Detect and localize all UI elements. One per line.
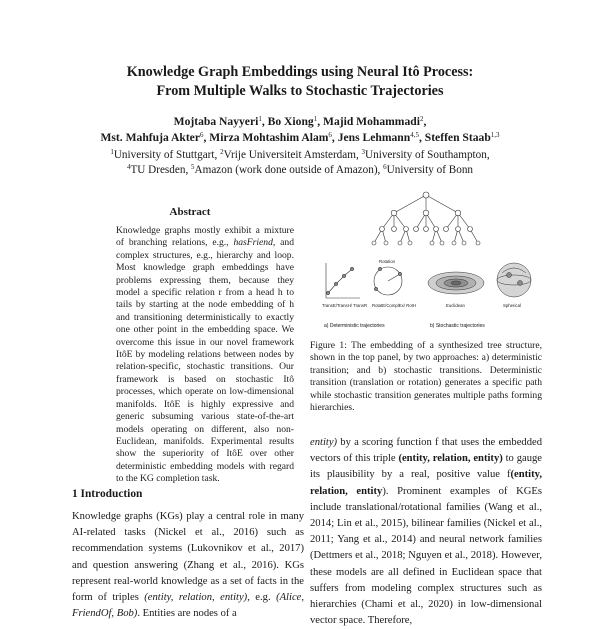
intro-text: . Entities are nodes of a (137, 608, 237, 620)
abstract-body (116, 225, 294, 486)
figure-caption (310, 340, 542, 414)
deterministic-translation-diagram (326, 263, 360, 298)
stochastic-spherical-diagram (497, 263, 531, 297)
body-bold: (entity, relation, entity) (398, 453, 503, 465)
section-heading-introduction: 1 Introduction (72, 488, 143, 500)
author-name: Majid Mohammadi (323, 115, 420, 128)
author-sup: 1 (258, 115, 262, 123)
author-name: Mirza Mohtashim Alam (209, 131, 329, 144)
affil-name: Amazon (work done outside of Amazon) (194, 164, 378, 176)
paper-title (0, 63, 600, 101)
author-sup: 1 (313, 115, 318, 123)
affil-name: University of Bonn (386, 164, 474, 176)
affil-sup: 2 (220, 148, 224, 156)
body-emphasis: entity) (310, 437, 338, 448)
tree-diagram (372, 192, 480, 245)
author-sup: 6 (199, 131, 204, 139)
affil-name: University of Stuttgart (113, 149, 215, 161)
author-name: Jens Lehmann (337, 131, 411, 144)
affil-name: University of Southampton (365, 149, 487, 161)
intro-text: , e.g. (247, 592, 277, 604)
figure-caption-text: Figure 1: The embedding of a synthesized tree structure, shown in the top panel, by two approaches: a) deterministic transition; and b) stochastic transitions. Deterministic transition (translation or rotation) generates a specific path while stochastic transition generates multiple paths forming hierarchies. (310, 340, 542, 414)
abstract-text: , and complex structures, e.g., hierarchy and loop. Most knowledge graph embeddings have problems expressing them, because they model a specific relation r from a head h to tails by starting at the node embedding of h and transitioning deterministically to exactly one other point in the embedding space. We overcome this issue in our novel framework ItôE by modeling relations between nodes by relation-specific, stochastic transitions. Our framework is based on stochastic Itô processes, which operate on low-dimensional manifolds. ItôE is highly expressive and generic subsuming various state-of-the-art models operating on different, also non-Euclidean, manifolds. Experimental results show the superiority of ItôE over other deterministic embedding models with regard to the KG completion task. (116, 237, 294, 485)
affil-sup: 6 (383, 163, 387, 171)
subcaption-b: b) Stochastic trajectories (430, 323, 485, 329)
body-bold: (entity, relation, entity (310, 469, 542, 497)
author-name: Mojtaba Nayyeri (173, 115, 259, 128)
author-sup: 6 (328, 131, 332, 139)
affil-sup: 3 (361, 148, 366, 156)
figure-1 (310, 183, 542, 333)
affil-sup: 5 (191, 163, 195, 171)
abstract-heading: Abstract (169, 206, 211, 218)
title-line-2: From Multiple Walks to Stochastic Trajectories (156, 83, 444, 99)
stochastic-euclidean-diagram (428, 272, 484, 294)
abstract-text: Knowledge graphs mostly exhibit a mixture of branching relations, e.g., (116, 225, 294, 249)
intro-emphasis: (Alice, FriendOf, Bob) (72, 592, 305, 620)
abstract-emphasis: hasFriend (233, 237, 273, 249)
author-list: Mojtaba Nayyeri$^1$, Bo Xiong$^1$, Majid Mohammadi$^2$, Mst. Mahfuja Akter$^6$, Mirza Mohtashim Alam$^6$, Jens Lehmann$^{4,5}$, Steffen Staab$^{1,3}$ (100, 115, 500, 144)
subcaption-a: a) Deterministic trajectories (324, 323, 385, 329)
author-sup: 2 (419, 115, 424, 123)
affil-sup: 1 (110, 148, 114, 156)
label-rotate: RotatE/ComplEx/ RotH (372, 303, 416, 308)
affil-name: Vrije Universiteit Amsterdam (223, 149, 356, 161)
body-text: ). Prominent examples of KGEs include translational/rotational families (Wang et al., 2014; Lin et al., 2015), bilinear families (Nickel et al., 2011; Yang et al., 2014) and neural network families (Dettmers et al., 2018; Nguyen et al., 2018). However, these models are all defined in Euclidean space that suffers from modeling complex structures such as hierarchies (Chami et al., 2020) in low-dimensional vector space. Therefore, (310, 485, 542, 627)
affil-name: TU Dresden (130, 164, 186, 176)
affil-sup: 4 (126, 163, 131, 171)
label-spherical: Spherical (503, 303, 521, 308)
body-text: to gauge its plausibility by a real, positive value f (310, 453, 542, 481)
author-name: Mst. Mahfuja Akter (100, 131, 200, 144)
title-line-1: Knowledge Graph Embeddings using Neural Itô Process: (126, 64, 474, 80)
body-text: by a scoring function f that uses the embedded vectors of this triple (310, 437, 542, 465)
deterministic-rotation-diagram (374, 267, 402, 295)
author-name: Bo Xiong (267, 115, 314, 128)
label-transe: TransE/TransH/ TransR (322, 303, 368, 308)
label-euclidean: Euclidean (446, 303, 465, 308)
author-sup: 1,3 (490, 131, 500, 139)
author-name: Steffen Staab (424, 131, 491, 144)
intro-emphasis: (entity, relation, entity) (144, 592, 248, 604)
intro-text: Knowledge graphs (KGs) play a central role in many AI-related tasks (Nickel et al., 2016) such as recommendation systems (Lukovnikov et al., 2017) and question answering (Zhang et al., 2016). KGs represent real-world knowledge as a set of facts in the form of triples (72, 511, 304, 604)
affiliation-list: $^1$University of Stuttgart, $^2$Vrije Universiteit Amsterdam, $^3$University of Southampton, $^4$TU Dresden, $^5$Amazon (work done outside of Amazon), $^6$University of Bonn (110, 148, 490, 176)
label-rotation: Rotation (379, 259, 396, 264)
introduction-body (72, 509, 304, 622)
author-sup: 4,5 (410, 131, 419, 139)
